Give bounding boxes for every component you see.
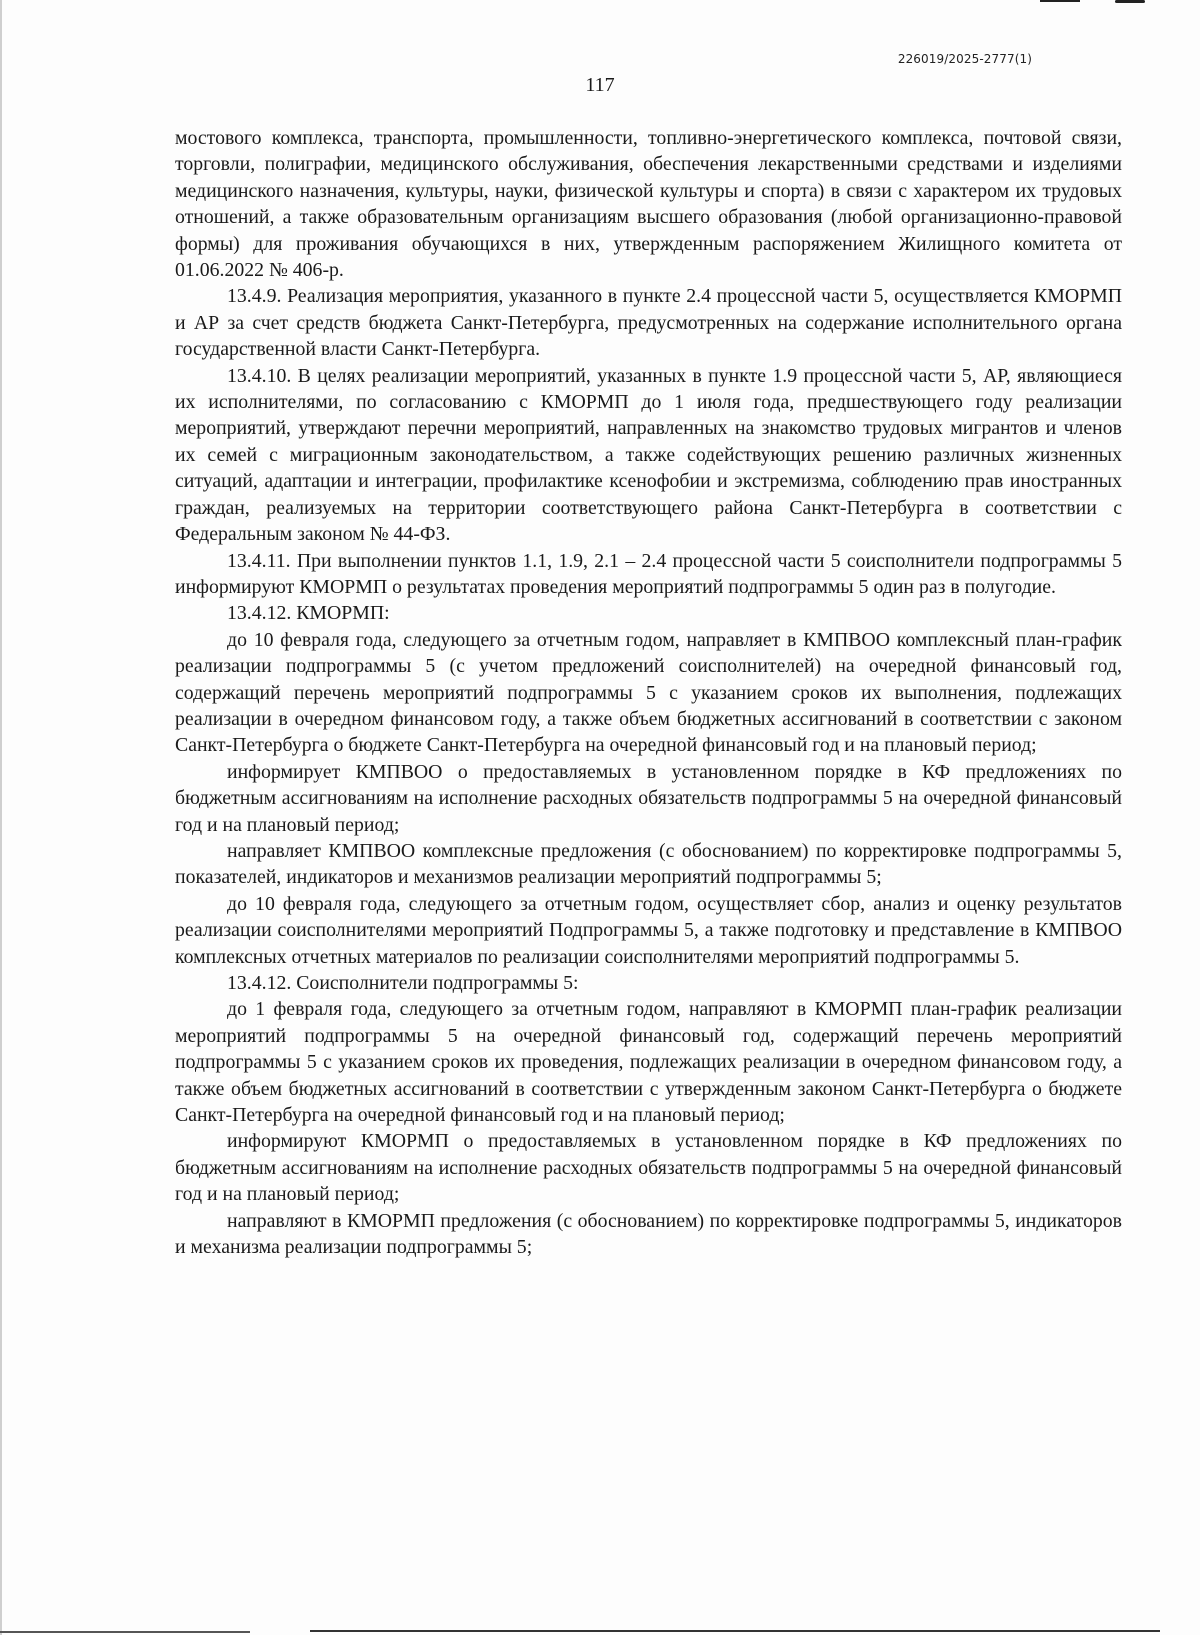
scan-mark — [1040, 0, 1080, 2]
document-body — [175, 125, 1122, 1260]
registration-number: 226019/2025-2777(1) — [897, 52, 1032, 66]
scan-edge — [310, 1630, 1160, 1632]
scan-edge — [0, 0, 2, 1635]
paragraph: направляет КМПВОО комплексные предложения (с обоснованием) по корректировке подпрограммы 5, показателей, индикаторов и механизмов реализации мероприятий подпрограммы 5; — [175, 839, 1122, 889]
page-number: 117 — [585, 74, 615, 96]
paragraph: 13.4.12. Соисполнители подпрограммы 5: — [227, 972, 579, 994]
paragraph: 13.4.11. При выполнении пунктов 1.1, 1.9, 2.1 – 2.4 процессной части 5 соисполнители подпрограммы 5 информируют КМОРМП о результатах проведения мероприятий подпрограммы 5 один раз в полугодие. — [175, 549, 1122, 598]
paragraph: направляют в КМОРМП предложения (с обоснованием) по корректировке подпрограммы 5, индикаторов и механизма реализации подпрограммы 5; — [175, 1209, 1122, 1259]
paragraph: до 10 февраля года, следующего за отчетным годом, осуществляет сбор, анализ и оценку результатов реализации соисполнителями мероприятий Подпрограммы 5, а также подготовку и представление в КМПВОО комплексных отчетных материалов по реализации соисполнителями мероприятий подпрограммы 5. — [175, 892, 1122, 968]
paragraph: до 1 февраля года, следующего за отчетным годом, направляют в КМОРМП план-график реализации мероприятий подпрограммы 5 на очередной финансовый год, содержащий перечень мероприятий подпрограммы 5 с указанием сроков их проведения, подлежащих реализации в очередном финансовом году, а также объем бюджетных ассигнований в соответствии с утвержденным законом Санкт-Петербурга о бюджете Санкт-Петербурга на очередной финансовый год и на плановый период; — [175, 998, 1122, 1127]
paragraph: информируют КМОРМП о предоставляемых в установленном порядке в КФ предложениях по бюджетным ассигнованиям на исполнение расходных обязательств подпрограммы 5 на очередной финансовый год и на плановый период; — [175, 1130, 1122, 1206]
paragraph: мостового комплекса, транспорта, промышленности, топливно-энергетического комплекса, почтовой связи, торговли, полиграфии, медицинского обслуживания, обеспечения лекарственными средствами и изделиями медицинского назначения, культуры, науки, физической культуры и спорта) в связи с характером их трудовых отношений, а также образовательным организациям высшего образования (любой организационно-правовой формы) для проживания обучающихся в них, утвержденным распоряжением Жилищного комитета от 01.06.2022 № 406-р. — [175, 127, 1122, 282]
paragraph: до 10 февраля года, следующего за отчетным годом, направляет в КМПВОО комплексный план-график реализации подпрограммы 5 (с учетом предложений соисполнителей) на очередной финансовый год, содержащий перечень мероприятий подпрограммы 5 с указанием сроков их выполнения, подлежащих реализации в очередном финансовом году, а также объем бюджетных ассигнований в соответствии с законом Санкт-Петербурга о бюджете Санкт-Петербурга на очередной финансовый год и на плановый период; — [175, 628, 1122, 757]
paragraph: 13.4.10. В целях реализации мероприятий, указанных в пункте 1.9 процессной части 5, АР, являющиеся их исполнителями, по согласованию с КМОРМП до 1 июля года, предшествующего году реализации мероприятий, утверждают перечни мероприятий, направленных на знакомство трудовых мигрантов и членов их семей с миграционным законодательством, а также содействующих решению различных жизненных ситуаций, адаптации и интеграции, профилактике ксенофобии и экстремизма, соблюдению прав иностранных граждан, реализуемых на территории соответствующего района Санкт-Петербурга в соответствии с Федеральным законом № 44-ФЗ. — [175, 364, 1122, 546]
scan-mark — [1115, 0, 1145, 3]
paragraph: 13.4.9. Реализация мероприятия, указанного в пункте 2.4 процессной части 5, осуществляется КМОРМП и АР за счет средств бюджета Санкт-Петербурга, предусмотренных на содержание исполнительного органа государственной власти Санкт-Петербурга. — [175, 285, 1122, 361]
paragraph: информирует КМПВОО о предоставляемых в установленном порядке в КФ предложениях по бюджетным ассигнованиям на исполнение расходных обязательств подпрограммы 5 на очередной финансовый год и на плановый период; — [175, 760, 1122, 836]
paragraph: 13.4.12. КМОРМП: — [227, 602, 390, 625]
scan-edge — [0, 1631, 250, 1633]
